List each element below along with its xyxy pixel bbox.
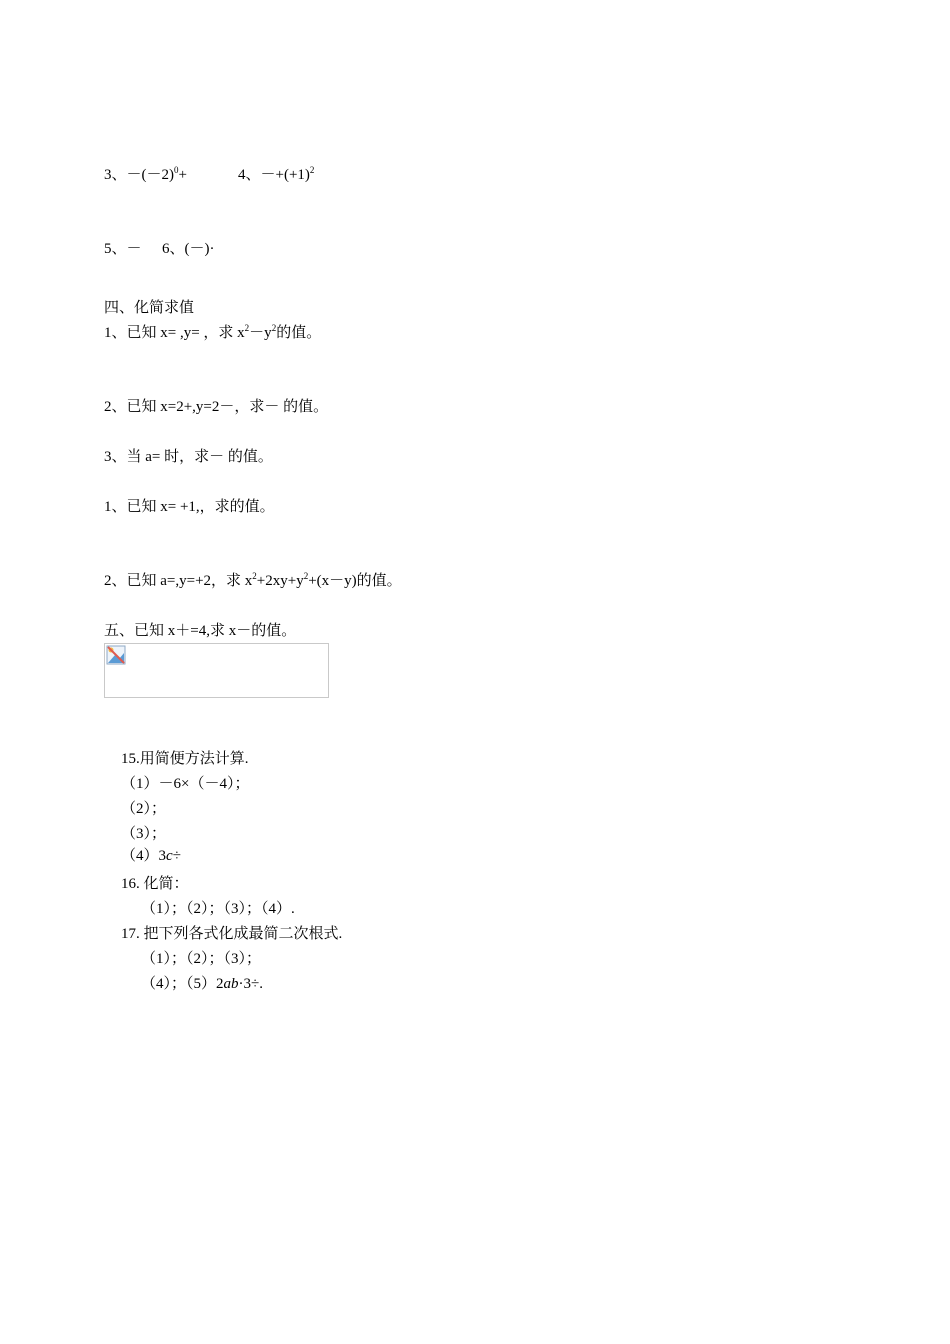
p17-row-2-prefix: （4）；（5）2: [141, 976, 224, 992]
q1-exponent-1: 2: [244, 323, 250, 333]
p15-item-4-variable: c: [166, 848, 173, 864]
section-4-heading: 四、化简求值: [104, 300, 195, 316]
item-4-exponent: 2: [309, 165, 315, 175]
problem-15-item-2: （2）；: [121, 801, 167, 817]
p17-row-2-variable: ab: [223, 976, 239, 992]
problem-15-item-1: （1）－6×（－4）；: [121, 776, 250, 792]
problem-17-row-1: （1）；（2）；（3）；: [141, 951, 262, 967]
p15-item-4-suffix: ÷: [172, 848, 181, 864]
q5-exponent-2: 2: [303, 571, 309, 581]
expression-item-4: [238, 166, 314, 184]
q5-middle: +2xy+y: [256, 573, 304, 589]
problem-15-item-3: （3）；: [121, 826, 167, 842]
item-3-suffix: +: [178, 167, 187, 183]
problem-15-item-4: [121, 847, 181, 865]
problem-15-title: 15.用简便方法计算.: [121, 751, 249, 767]
problem-16-items: （1）；（2）；（3）；（4）.: [141, 901, 295, 917]
q1-middle: －y: [249, 325, 272, 341]
section-4-question-4: 1、已知 x= +1,，求的值。: [104, 499, 275, 515]
broken-image-placeholder: [104, 643, 329, 698]
item-4-text: 4、－+(+1): [238, 167, 310, 183]
section-4-question-1: [104, 324, 321, 342]
p17-row-2-suffix: ·3÷.: [238, 976, 263, 992]
q1-exponent-2: 2: [271, 323, 277, 333]
expression-item-3: [104, 166, 187, 184]
q1-prefix: 1、已知 x= ,y= ，求 x: [104, 325, 245, 341]
p15-item-4-prefix: （4）3: [121, 848, 167, 864]
problem-16-title: 16. 化简：: [121, 876, 189, 892]
problem-17-row-2: [141, 975, 263, 993]
problem-17-title: 17. 把下列各式化成最简二次根式.: [121, 926, 343, 942]
q5-exponent-1: 2: [252, 571, 257, 581]
section-5-heading: 五、已知 x＋=4,求 x－的值。: [104, 623, 297, 639]
broken-image-icon: [106, 645, 126, 665]
section-4-question-3: 3、当 a= 时，求－ 的值。: [104, 449, 273, 465]
section-4-question-5: [104, 572, 402, 590]
section-4-question-2: 2、已知 x=2+,y=2－，求－ 的值。: [104, 399, 329, 415]
item-3-exponent: 0: [174, 165, 179, 175]
q5-prefix: 2、已知 a=,y=+2，求 x: [104, 573, 253, 589]
q5-suffix: +(x－y)的值。: [308, 573, 402, 589]
item-3-text: 3、－(－2): [104, 167, 174, 183]
expression-item-6: 6、(－)·: [162, 241, 215, 257]
expression-item-5: 5、－: [104, 241, 142, 257]
q1-suffix: 的值。: [276, 325, 322, 341]
